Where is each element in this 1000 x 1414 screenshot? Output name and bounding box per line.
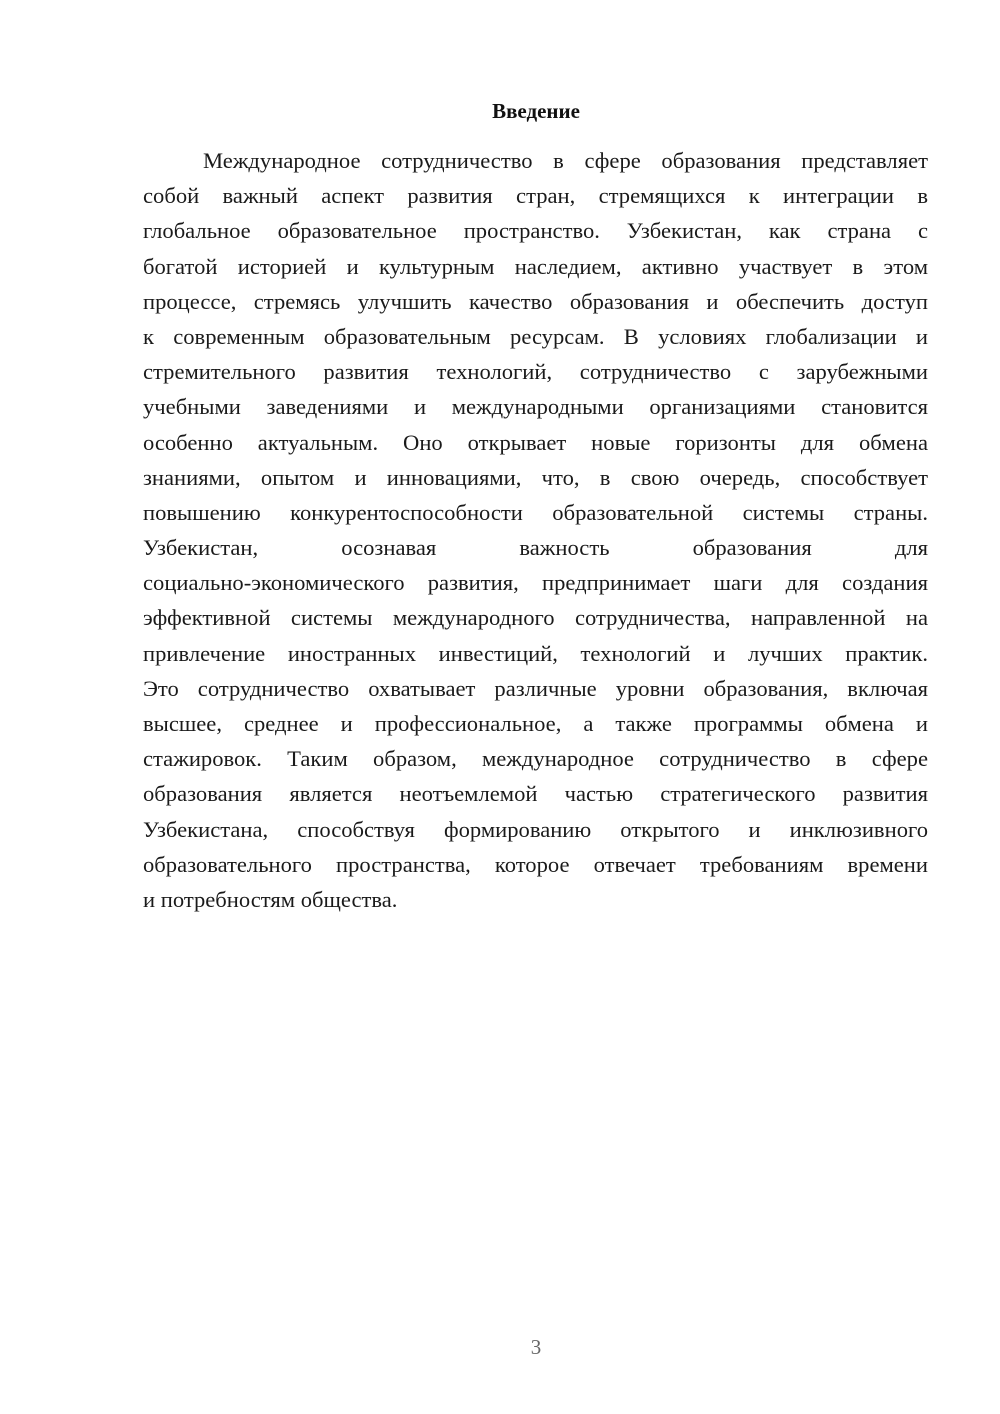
paragraph-line: стремительного развития технологий, сотрудничество с зарубежными xyxy=(143,359,928,385)
paragraph-line: Узбекистана, способствуя формированию открытого и инклюзивного xyxy=(143,816,928,842)
paragraph-line: социально-экономического развития, предпринимает шаги для создания xyxy=(143,570,928,596)
paragraph-line: Это сотрудничество охватывает различные уровни образования, включая xyxy=(143,675,928,701)
paragraph-line: глобальное образовательное пространство. Узбекистан, как страна с xyxy=(143,218,928,244)
paragraph-line: учебными заведениями и международными организациями становится xyxy=(143,394,928,420)
paragraph-line: высшее, среднее и профессиональное, а также программы обмена и xyxy=(143,711,928,736)
paragraph-line: Узбекистан, осознавая важность образования для xyxy=(143,535,928,561)
paragraph-line: особенно актуальным. Оно открывает новые горизонты для обмена xyxy=(143,429,928,455)
paragraph-line: Международное сотрудничество в сфере образования представляет xyxy=(203,148,928,173)
paragraph-line: привлечение иностранных инвестиций, технологий и лучших практик. xyxy=(143,640,928,666)
paragraph-line: образовательного пространства, которое отвечает требованиям времени xyxy=(143,851,928,877)
page-number: 3 xyxy=(530,1335,542,1359)
paragraph-line: и потребностям общества. xyxy=(143,886,398,912)
paragraph-line: знаниями, опытом и инновациями, что, в свою очередь, способствует xyxy=(143,464,928,490)
paragraph-line: процессе, стремясь улучшить качество образования и обеспечить доступ xyxy=(143,288,928,314)
introduction-paragraph xyxy=(143,143,928,917)
paragraph-line: стажировок. Таким образом, международное сотрудничество в сфере xyxy=(143,746,928,772)
paragraph-line: эффективной системы международного сотрудничества, направленной на xyxy=(143,605,928,631)
paragraph-line: собой важный аспект развития стран, стремящихся к интеграции в xyxy=(143,183,928,209)
paragraph-line: повышению конкурентоспособности образовательной системы страны. xyxy=(143,499,928,525)
paragraph-line: к современным образовательным ресурсам. В условиях глобализации и xyxy=(143,323,928,349)
paragraph-line: богатой историей и культурным наследием, активно участвует в этом xyxy=(143,253,928,279)
paragraph-line: образования является неотъемлемой частью стратегического развития xyxy=(143,781,928,807)
section-heading: Введение xyxy=(492,99,580,123)
